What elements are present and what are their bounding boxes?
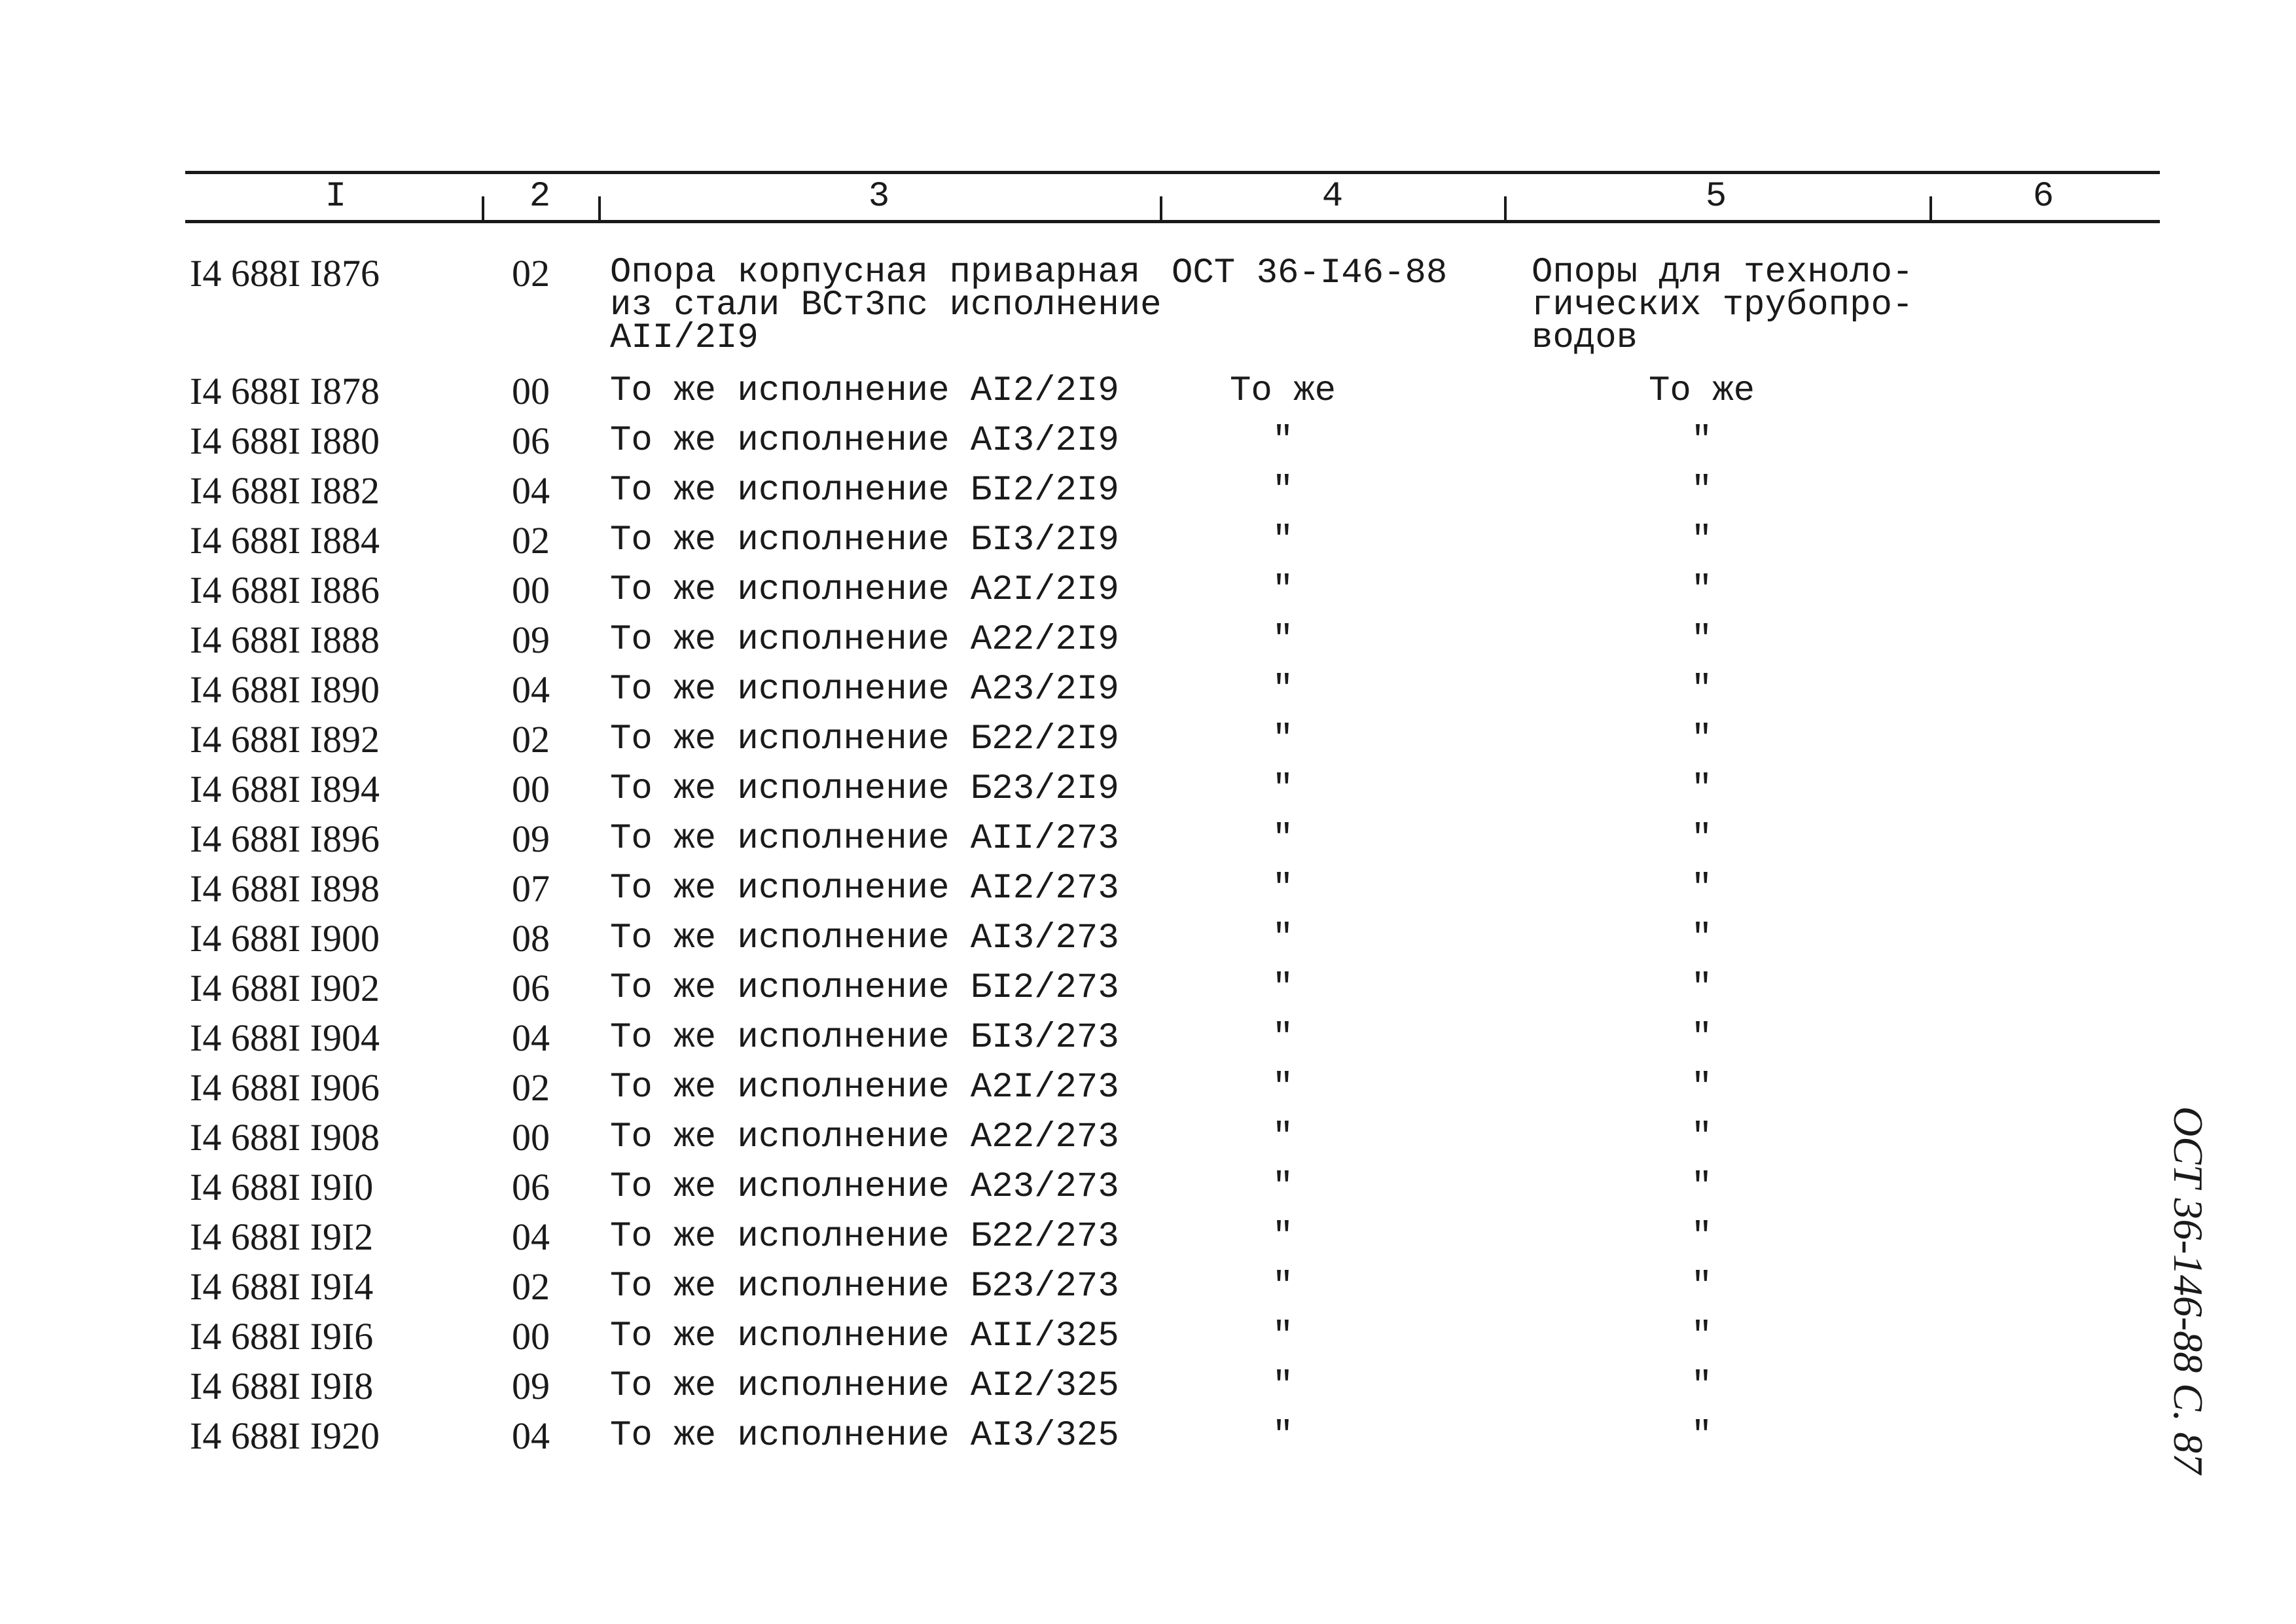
- cell-code: I4 688I I892: [190, 718, 380, 761]
- cell-code: I4 688I I882: [190, 469, 380, 512]
- cell-name: То же исполнение Б22/2I9: [610, 719, 1119, 759]
- cell-name: То же исполнение БI3/2I9: [610, 520, 1119, 560]
- cell-number: 02: [512, 718, 550, 761]
- cell-number: 00: [512, 569, 550, 611]
- table-row: [0, 1113, 2296, 1163]
- cell-name: То же исполнение AI3/2I9: [610, 421, 1119, 461]
- cell-name: То же исполнение AII/325: [610, 1316, 1119, 1356]
- table-row: [0, 466, 2296, 516]
- cell-standard: ": [1272, 620, 1294, 660]
- cell-standard: ": [1272, 1217, 1294, 1257]
- cell-number: 06: [512, 967, 550, 1009]
- cell-number: 02: [512, 1265, 550, 1308]
- cell-purpose: ": [1691, 1217, 1713, 1257]
- cell-name: То же исполнение БI3/273: [610, 1018, 1119, 1058]
- table-row: [0, 864, 2296, 914]
- table-body: [0, 249, 2296, 1461]
- cell-number: 09: [512, 818, 550, 860]
- cell-number: 04: [512, 1415, 550, 1457]
- cell-purpose: Опоры для техноло- гических трубопро- водов: [1532, 253, 1914, 358]
- cell-purpose: ": [1691, 1267, 1713, 1307]
- table-row: [0, 1163, 2296, 1212]
- table-row: [0, 814, 2296, 864]
- table-row: [0, 914, 2296, 964]
- cell-number: 04: [512, 469, 550, 512]
- cell-number: 07: [512, 867, 550, 910]
- table-row: [0, 1312, 2296, 1362]
- table-row: [0, 615, 2296, 665]
- cell-code: I4 688I I884: [190, 519, 380, 562]
- table-row: [0, 249, 2296, 367]
- table-row: [0, 765, 2296, 814]
- cell-code: I4 688I I9I6: [190, 1315, 374, 1358]
- cell-standard: ": [1272, 869, 1294, 909]
- cell-code: I4 688I I904: [190, 1017, 380, 1059]
- cell-code: I4 688I I878: [190, 370, 380, 412]
- cell-name: То же исполнение AI2/325: [610, 1366, 1119, 1406]
- cell-code: I4 688I I890: [190, 668, 380, 711]
- cell-name: То же исполнение Б22/273: [610, 1217, 1119, 1257]
- cell-name: То же исполнение Б23/2I9: [610, 769, 1119, 809]
- cell-name: То же исполнение A2I/273: [610, 1068, 1119, 1108]
- cell-code: I4 688I I908: [190, 1116, 380, 1159]
- cell-code: I4 688I I888: [190, 619, 380, 661]
- cell-purpose: ": [1691, 1018, 1713, 1058]
- cell-number: 00: [512, 768, 550, 810]
- cell-name: То же исполнение AI2/2I9: [610, 371, 1119, 411]
- cell-standard: ": [1272, 719, 1294, 759]
- cell-number: 00: [512, 370, 550, 412]
- table-row: [0, 416, 2296, 466]
- header-col-1: I: [325, 177, 347, 217]
- cell-number: 08: [512, 917, 550, 960]
- cell-number: 00: [512, 1116, 550, 1159]
- cell-standard: ОСТ 36-I46-88: [1172, 253, 1448, 293]
- cell-standard: ": [1272, 1416, 1294, 1456]
- cell-number: 09: [512, 619, 550, 661]
- table-top-rule: [185, 171, 2160, 174]
- cell-purpose: ": [1691, 1416, 1713, 1456]
- cell-number: 04: [512, 668, 550, 711]
- cell-name: То же исполнение AI3/325: [610, 1416, 1119, 1456]
- cell-standard: ": [1272, 1366, 1294, 1406]
- table-row: [0, 1063, 2296, 1113]
- cell-purpose: ": [1691, 1068, 1713, 1108]
- cell-code: I4 688I I898: [190, 867, 380, 910]
- cell-number: 06: [512, 1166, 550, 1208]
- cell-standard: ": [1272, 471, 1294, 511]
- cell-code: I4 688I I876: [190, 252, 380, 295]
- header-col-3: 3: [868, 177, 890, 217]
- cell-number: 04: [512, 1216, 550, 1258]
- cell-number: 02: [512, 519, 550, 562]
- table-row: [0, 715, 2296, 765]
- table-row: [0, 566, 2296, 615]
- cell-number: 00: [512, 1315, 550, 1358]
- header-col-2: 2: [529, 177, 551, 217]
- side-stamp-text: ОСТ 36-146-88 С. 87: [2165, 1106, 2212, 1474]
- cell-purpose: ": [1691, 520, 1713, 560]
- cell-purpose: ": [1691, 421, 1713, 461]
- cell-code: I4 688I I9I8: [190, 1365, 374, 1407]
- cell-code: I4 688I I920: [190, 1415, 380, 1457]
- cell-code: I4 688I I900: [190, 917, 380, 960]
- table-row: [0, 367, 2296, 416]
- cell-number: 09: [512, 1365, 550, 1407]
- cell-number: 02: [512, 252, 550, 295]
- cell-name: То же исполнение БI2/273: [610, 968, 1119, 1008]
- cell-standard: ": [1272, 918, 1294, 958]
- cell-purpose: ": [1691, 670, 1713, 710]
- cell-name: То же исполнение A23/273: [610, 1167, 1119, 1207]
- cell-name: Опора корпусная приварная из стали ВСт3пс исполнение AII/2I9: [610, 253, 1162, 358]
- cell-name: То же исполнение Б23/273: [610, 1267, 1119, 1307]
- table-row: [0, 516, 2296, 566]
- cell-name: То же исполнение A23/2I9: [610, 670, 1119, 710]
- cell-code: I4 688I I9I0: [190, 1166, 374, 1208]
- table-header-rule: [185, 220, 2160, 223]
- cell-purpose: ": [1691, 968, 1713, 1008]
- cell-standard: ": [1272, 819, 1294, 859]
- cell-standard: ": [1272, 1018, 1294, 1058]
- cell-standard: ": [1272, 769, 1294, 809]
- table-row: [0, 665, 2296, 715]
- cell-code: I4 688I I894: [190, 768, 380, 810]
- cell-standard: ": [1272, 1117, 1294, 1157]
- cell-purpose: ": [1691, 570, 1713, 610]
- cell-code: I4 688I I896: [190, 818, 380, 860]
- cell-purpose: ": [1691, 869, 1713, 909]
- cell-code: I4 688I I886: [190, 569, 380, 611]
- cell-purpose: ": [1691, 620, 1713, 660]
- cell-standard: ": [1272, 421, 1294, 461]
- cell-name: То же исполнение A2I/2I9: [610, 570, 1119, 610]
- header-col-6: 6: [2032, 177, 2054, 217]
- cell-name: То же исполнение A22/2I9: [610, 620, 1119, 660]
- table-row: [0, 1411, 2296, 1461]
- header-col-4: 4: [1321, 177, 1344, 217]
- table-row: [0, 964, 2296, 1013]
- cell-purpose: ": [1691, 1117, 1713, 1157]
- cell-standard: ": [1272, 570, 1294, 610]
- cell-standard: ": [1272, 1167, 1294, 1207]
- cell-code: I4 688I I906: [190, 1066, 380, 1109]
- cell-code: I4 688I I902: [190, 967, 380, 1009]
- cell-standard: ": [1272, 520, 1294, 560]
- cell-number: 04: [512, 1017, 550, 1059]
- cell-standard: ": [1272, 670, 1294, 710]
- cell-purpose: ": [1691, 819, 1713, 859]
- side-stamp: [2147, 1106, 2225, 1525]
- cell-purpose: То же: [1648, 371, 1755, 411]
- cell-purpose: ": [1691, 719, 1713, 759]
- cell-code: I4 688I I9I4: [190, 1265, 374, 1308]
- cell-number: 02: [512, 1066, 550, 1109]
- cell-purpose: ": [1691, 471, 1713, 511]
- cell-name: То же исполнение БI2/2I9: [610, 471, 1119, 511]
- cell-name: То же исполнение A22/273: [610, 1117, 1119, 1157]
- cell-name: То же исполнение AI3/273: [610, 918, 1119, 958]
- cell-number: 06: [512, 420, 550, 462]
- cell-purpose: ": [1691, 769, 1713, 809]
- cell-name: То же исполнение AII/273: [610, 819, 1119, 859]
- cell-code: I4 688I I880: [190, 420, 380, 462]
- cell-name: То же исполнение AI2/273: [610, 869, 1119, 909]
- cell-standard: ": [1272, 1068, 1294, 1108]
- table-row: [0, 1362, 2296, 1411]
- cell-purpose: ": [1691, 1167, 1713, 1207]
- cell-code: I4 688I I9I2: [190, 1216, 374, 1258]
- cell-standard: ": [1272, 968, 1294, 1008]
- table-row: [0, 1013, 2296, 1063]
- cell-standard: То же: [1229, 371, 1336, 411]
- cell-standard: ": [1272, 1316, 1294, 1356]
- header-col-5: 5: [1705, 177, 1727, 217]
- cell-standard: ": [1272, 1267, 1294, 1307]
- cell-purpose: ": [1691, 1316, 1713, 1356]
- cell-purpose: ": [1691, 918, 1713, 958]
- table-row: [0, 1212, 2296, 1262]
- table-row: [0, 1262, 2296, 1312]
- cell-purpose: ": [1691, 1366, 1713, 1406]
